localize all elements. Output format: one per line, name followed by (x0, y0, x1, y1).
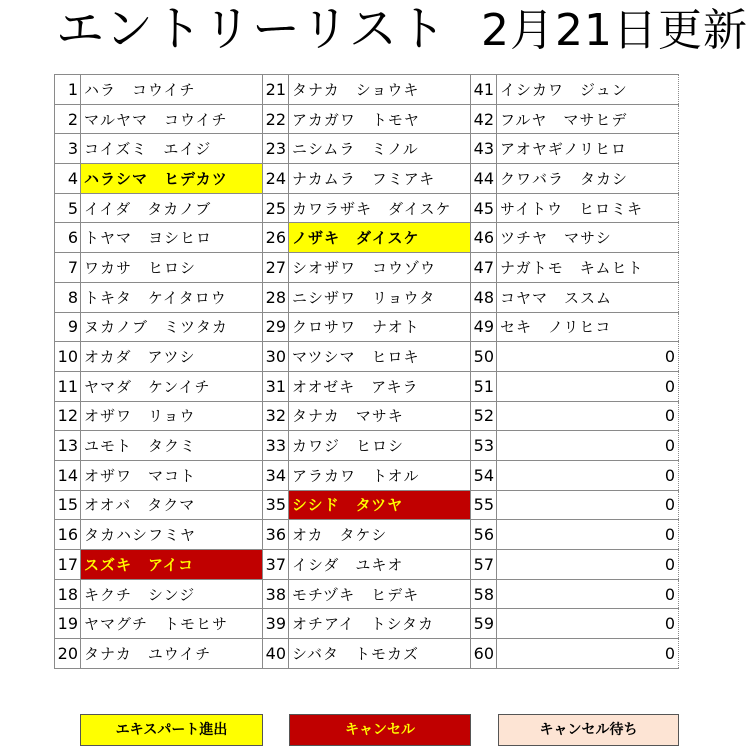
entry-name: オザワ リョウ (81, 401, 263, 431)
entry-number: 12 (55, 401, 81, 431)
entry-number: 3 (55, 134, 81, 164)
table-row (55, 193, 679, 223)
entry-number: 24 (263, 164, 289, 194)
table-row (55, 164, 679, 194)
entry-number: 17 (55, 550, 81, 580)
entry-number: 60 (471, 639, 497, 669)
entry-name: イシダ ユキオ (289, 550, 471, 580)
entry-name: サイトウ ヒロミキ (497, 193, 679, 223)
entry-name: コイズミ エイジ (81, 134, 263, 164)
entry-number: 49 (471, 312, 497, 342)
entry-number: 39 (263, 609, 289, 639)
entry-name: オオバ タクマ (81, 490, 263, 520)
entry-name: コヤマ ススム (497, 282, 679, 312)
entry-number: 11 (55, 371, 81, 401)
entry-number: 57 (471, 550, 497, 580)
entry-name: 0 (497, 342, 679, 372)
entry-number: 10 (55, 342, 81, 372)
entry-number: 29 (263, 312, 289, 342)
entry-number: 13 (55, 431, 81, 461)
entry-name: ニシムラ ミノル (289, 134, 471, 164)
entry-name: ユモト タクミ (81, 431, 263, 461)
entry-number: 32 (263, 401, 289, 431)
entry-number: 52 (471, 401, 497, 431)
entry-number: 22 (263, 104, 289, 134)
entry-number: 5 (55, 193, 81, 223)
entry-number: 43 (471, 134, 497, 164)
entry-name: スズキ アイコ (81, 550, 263, 580)
entry-name: 0 (497, 431, 679, 461)
entry-number: 34 (263, 460, 289, 490)
entry-number: 23 (263, 134, 289, 164)
entry-name: 0 (497, 520, 679, 550)
entry-name: ハラ コウイチ (81, 75, 263, 105)
table-row (55, 460, 679, 490)
entry-name: シバタ トモカズ (289, 639, 471, 669)
entry-name: ヌカノブ ミツタカ (81, 312, 263, 342)
table-row (55, 134, 679, 164)
entry-name: クロサワ ナオト (289, 312, 471, 342)
entry-name: セキ ノリヒコ (497, 312, 679, 342)
entry-number: 53 (471, 431, 497, 461)
entry-number: 18 (55, 579, 81, 609)
entry-name: 0 (497, 550, 679, 580)
table-row (55, 223, 679, 253)
table-row (55, 253, 679, 283)
entry-name: マルヤマ コウイチ (81, 104, 263, 134)
entry-name: ツチヤ マサシ (497, 223, 679, 253)
table-row (55, 579, 679, 609)
entry-name: 0 (497, 490, 679, 520)
entry-number: 37 (263, 550, 289, 580)
entry-number: 8 (55, 282, 81, 312)
entry-number: 30 (263, 342, 289, 372)
table-row (55, 371, 679, 401)
entry-name: アカガワ トモヤ (289, 104, 471, 134)
entry-name: マツシマ ヒロキ (289, 342, 471, 372)
entry-number: 59 (471, 609, 497, 639)
table-row (55, 609, 679, 639)
entry-number: 27 (263, 253, 289, 283)
title-main: エントリーリスト (56, 1, 448, 57)
entry-name: 0 (497, 639, 679, 669)
entry-name: イイダ タカノブ (81, 193, 263, 223)
entry-name: 0 (497, 371, 679, 401)
entry-name: オカ タケシ (289, 520, 471, 550)
entry-number: 28 (263, 282, 289, 312)
legend-cancel: キャンセル (289, 714, 471, 746)
entry-name: オオゼキ アキラ (289, 371, 471, 401)
entry-name: タナカ マサキ (289, 401, 471, 431)
entry-number: 47 (471, 253, 497, 283)
table-row (55, 490, 679, 520)
entry-number: 44 (471, 164, 497, 194)
entry-name: ナガトモ キムヒト (497, 253, 679, 283)
entry-table (54, 74, 679, 669)
entry-name: クワバラ タカシ (497, 164, 679, 194)
entry-number: 58 (471, 579, 497, 609)
table-row (55, 639, 679, 669)
entry-number: 55 (471, 490, 497, 520)
entry-number: 19 (55, 609, 81, 639)
entry-name: ノザキ ダイスケ (289, 223, 471, 253)
entry-name: オチアイ トシタカ (289, 609, 471, 639)
entry-name: アラカワ トオル (289, 460, 471, 490)
entry-number: 26 (263, 223, 289, 253)
entry-name: トキタ ケイタロウ (81, 282, 263, 312)
entry-number: 21 (263, 75, 289, 105)
entry-name: ナカムラ フミアキ (289, 164, 471, 194)
entry-name: トヤマ ヨシヒロ (81, 223, 263, 253)
entry-name: 0 (497, 609, 679, 639)
entry-number: 56 (471, 520, 497, 550)
entry-number: 15 (55, 490, 81, 520)
table-row (55, 75, 679, 105)
entry-number: 35 (263, 490, 289, 520)
entry-number: 46 (471, 223, 497, 253)
entry-number: 33 (263, 431, 289, 461)
entry-name: タカハシフミヤ (81, 520, 263, 550)
entry-name: 0 (497, 460, 679, 490)
entry-name: フルヤ マサヒデ (497, 104, 679, 134)
entry-number: 45 (471, 193, 497, 223)
entry-number: 31 (263, 371, 289, 401)
entry-number: 1 (55, 75, 81, 105)
entry-number: 6 (55, 223, 81, 253)
entry-number: 40 (263, 639, 289, 669)
table-row (55, 342, 679, 372)
entry-name: ニシザワ リョウタ (289, 282, 471, 312)
table-row (55, 104, 679, 134)
entry-name: オカダ アツシ (81, 342, 263, 372)
entry-name: ワカサ ヒロシ (81, 253, 263, 283)
update-date: 2月21日更新 (481, 5, 748, 56)
entry-number: 38 (263, 579, 289, 609)
entry-name: ヤマグチ トモヒサ (81, 609, 263, 639)
entry-number: 25 (263, 193, 289, 223)
entry-name: ハラシマ ヒデカツ (81, 164, 263, 194)
table-row (55, 520, 679, 550)
table-row (55, 431, 679, 461)
table-row (55, 401, 679, 431)
entry-number: 20 (55, 639, 81, 669)
entry-name: タナカ ショウキ (289, 75, 471, 105)
entry-number: 48 (471, 282, 497, 312)
entry-number: 54 (471, 460, 497, 490)
entry-number: 4 (55, 164, 81, 194)
entry-number: 14 (55, 460, 81, 490)
table-row (55, 282, 679, 312)
entry-name: モチヅキ ヒデキ (289, 579, 471, 609)
entry-number: 36 (263, 520, 289, 550)
table-row (55, 550, 679, 580)
entry-name: アオヤギノリヒロ (497, 134, 679, 164)
legend-waiting: キャンセル待ち (498, 714, 679, 746)
entry-name: キクチ シンジ (81, 579, 263, 609)
page-title (56, 0, 746, 60)
entry-name: 0 (497, 579, 679, 609)
legend-expert: エキスパート進出 (80, 714, 263, 746)
entry-number: 9 (55, 312, 81, 342)
entry-number: 42 (471, 104, 497, 134)
entry-name: オザワ マコト (81, 460, 263, 490)
entry-name: ヤマダ ケンイチ (81, 371, 263, 401)
entry-number: 50 (471, 342, 497, 372)
entry-name: イシカワ ジュン (497, 75, 679, 105)
entry-name: シオザワ コウゾウ (289, 253, 471, 283)
entry-name: カワジ ヒロシ (289, 431, 471, 461)
entry-name: シシド タツヤ (289, 490, 471, 520)
entry-number: 16 (55, 520, 81, 550)
entry-number: 2 (55, 104, 81, 134)
table-row (55, 312, 679, 342)
entry-name: カワラザキ ダイスケ (289, 193, 471, 223)
entry-number: 7 (55, 253, 81, 283)
entry-number: 41 (471, 75, 497, 105)
entry-name: タナカ ユウイチ (81, 639, 263, 669)
entry-name: 0 (497, 401, 679, 431)
entry-number: 51 (471, 371, 497, 401)
